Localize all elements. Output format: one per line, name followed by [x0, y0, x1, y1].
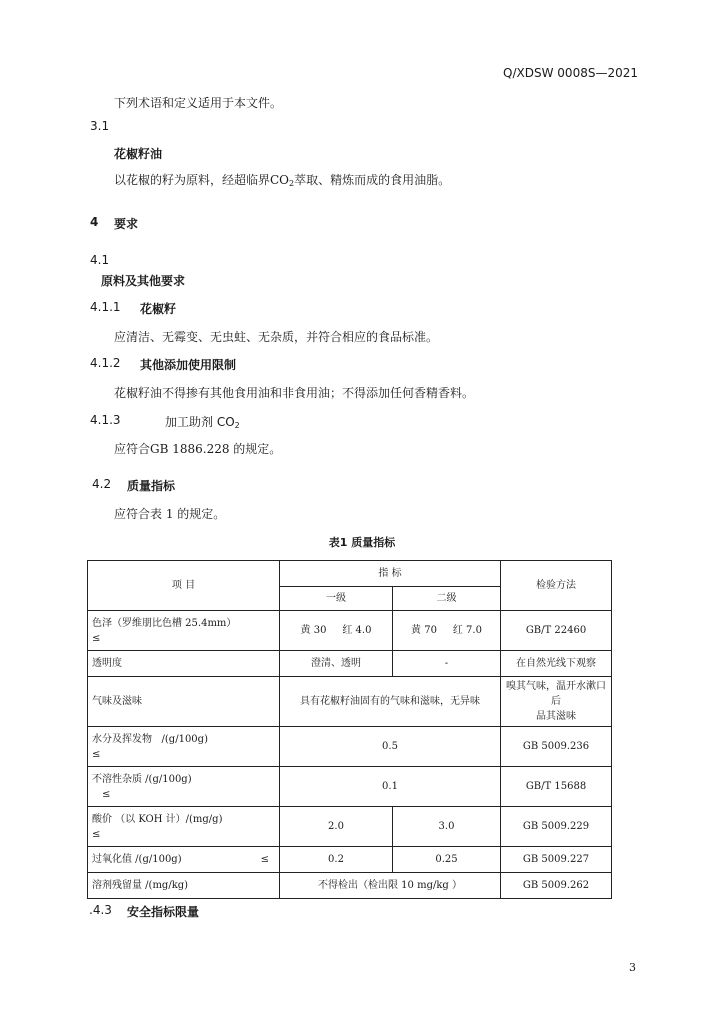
table-row — [88, 677, 612, 727]
table-row — [88, 847, 612, 873]
table-row — [88, 873, 612, 899]
row-index-merged: 0.5 — [280, 727, 501, 767]
row-item: 水分及挥发物 /(g/100g) ≤ — [88, 727, 280, 767]
row-item: 溶剂残留量 /(mg/kg) — [88, 873, 280, 899]
row-item: 不溶性杂质 /(g/100g) ≤ — [88, 767, 280, 807]
row-item: 气味及滋味 — [88, 677, 280, 727]
row-item: 酸价 （以 KOH 计）/(mg/g) ≤ — [88, 807, 280, 847]
table-caption: 表1 质量指标 — [328, 536, 396, 549]
table-row — [88, 611, 612, 651]
row-item: 透明度 — [88, 651, 280, 677]
table-row — [88, 651, 612, 677]
section-4-title: 要求 — [114, 217, 139, 231]
row-index-merged: 具有花椒籽油固有的气味和滋味，无异味 — [280, 677, 501, 727]
row-method: 在自然光线下观察 — [501, 651, 612, 677]
table-row — [88, 767, 612, 807]
header-grade-1: 一级 — [280, 587, 393, 611]
clause-3-1-number: 3.1 — [90, 119, 110, 133]
header-index: 指 标 — [280, 561, 501, 587]
row-method: GB 5009.236 — [501, 727, 612, 767]
row-method: GB 5009.227 — [501, 847, 612, 873]
header-item: 项 目 — [88, 561, 280, 611]
clause-4-1-2-text: 花椒籽油不得掺有其他食用油和非食用油；不得添加任何香精香料。 — [114, 386, 475, 400]
clause-4-1-3-text: 应符合GB 1886.228 的规定。 — [114, 442, 282, 456]
clause-4-2-title: 质量指标 — [127, 479, 176, 493]
table-row — [88, 807, 612, 847]
row-grade-2: 黄 70 红 7.0 — [393, 611, 501, 651]
row-grade-2: 0.25 — [393, 847, 501, 873]
term-definition: 以花椒的籽为原料，经超临界$CO_2$萃取、精炼而成的食用油脂。 — [114, 173, 451, 188]
header-grade-2: 二级 — [393, 587, 501, 611]
page-number: 3 — [629, 961, 636, 974]
row-method: 嗅其气味，温开水漱口后 品其滋味 — [501, 677, 612, 727]
terms-intro: 下列术语和定义适用于本文件。 — [114, 96, 283, 110]
header-method: 检验方法 — [501, 561, 612, 611]
clause-4-3-number: .4.3 — [89, 903, 112, 917]
clause-4-1-1-title: 花椒籽 — [140, 302, 177, 316]
clause-4-2-number: 4.2 — [92, 477, 112, 491]
table-row — [88, 727, 612, 767]
clause-4-1-3-title: 加工助剂 $CO_2$ — [165, 415, 240, 430]
row-item: 色泽（罗维朋比色槽 25.4mm） ≤ — [88, 611, 280, 651]
clause-4-3-title: 安全指标限量 — [127, 905, 200, 919]
clause-4-1-1-number: 4.1.1 — [90, 300, 121, 314]
clause-4-2-text: 应符合表 1 的规定。 — [114, 507, 226, 521]
row-method: GB/T 22460 — [501, 611, 612, 651]
section-4-number: 4 — [90, 215, 99, 229]
row-index-merged: 不得检出（检出限 10 mg/kg ） — [280, 873, 501, 899]
row-grade-1: 0.2 — [280, 847, 393, 873]
clause-4-1-number: 4.1 — [90, 253, 110, 267]
row-grade-1: 澄清、透明 — [280, 651, 393, 677]
document-code: Q/XDSW 0008S—2021 — [503, 66, 638, 80]
row-index-merged: 0.1 — [280, 767, 501, 807]
clause-4-1-title: 原料及其他要求 — [101, 274, 186, 288]
clause-4-1-1-text: 应清洁、无霉变、无虫蛀、无杂质，并符合相应的食品标准。 — [114, 330, 439, 344]
term-title: 花椒籽油 — [114, 147, 163, 161]
quality-index-table — [87, 560, 612, 899]
row-item: 过氧化值 /(g/100g) ≤ — [88, 847, 280, 873]
row-grade-2: 3.0 — [393, 807, 501, 847]
clause-4-1-3-number: 4.1.3 — [90, 413, 121, 427]
row-method: GB/T 15688 — [501, 767, 612, 807]
row-grade-1: 黄 30 红 4.0 — [280, 611, 393, 651]
clause-4-1-2-number: 4.1.2 — [90, 356, 121, 370]
row-method: GB 5009.229 — [501, 807, 612, 847]
clause-4-1-2-title: 其他添加使用限制 — [140, 358, 237, 372]
row-grade-2: - — [393, 651, 501, 677]
row-method: GB 5009.262 — [501, 873, 612, 899]
row-grade-1: 2.0 — [280, 807, 393, 847]
table-header-row — [88, 561, 612, 587]
